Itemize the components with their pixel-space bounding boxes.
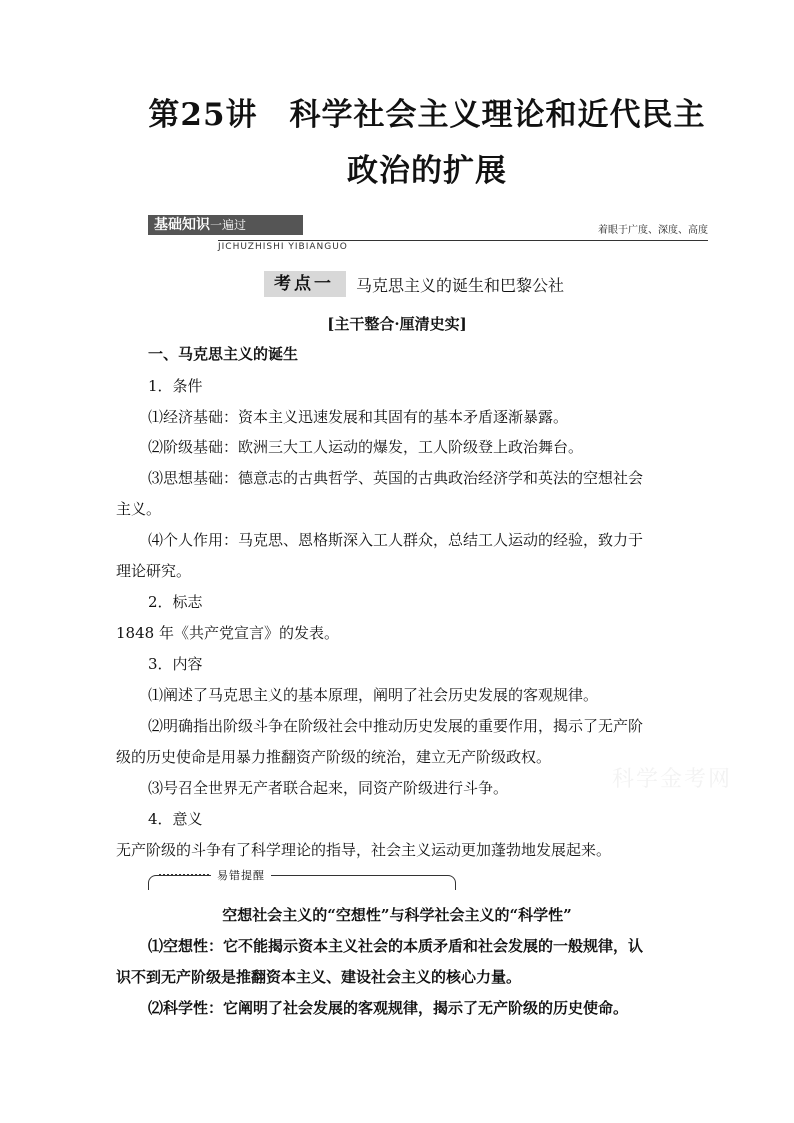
banner-main: 基础知识 bbox=[154, 217, 210, 233]
paragraph-continued: 级的历史使命是用暴力推翻资产阶级的统治，建立无产阶级政权。 bbox=[116, 748, 552, 766]
banner-divider bbox=[218, 240, 708, 241]
banner-sub: 一遍过 bbox=[210, 218, 247, 232]
tip-dots-left bbox=[159, 874, 209, 876]
heading-1: 一、马克思主义的诞生 bbox=[148, 345, 299, 363]
tip-paragraph: ⑵科学性：它阐明了社会发展的客观规律，揭示了无产阶级的历史使命。 bbox=[148, 999, 629, 1017]
paragraph: ⑷个人作用：马克思、恩格斯深入工人群众，总结工人运动的经验，致力于 bbox=[148, 531, 644, 549]
section-subheading: [主干整合·厘清史实] bbox=[327, 315, 467, 333]
subheading-conditions: 1．条件 bbox=[148, 377, 203, 395]
paragraph: ⑴阐述了马克思主义的基本原理，阐明了社会历史发展的客观规律。 bbox=[148, 686, 599, 704]
page-title-line-2: 政治的扩展 bbox=[347, 153, 507, 189]
kaodian-title: 马克思主义的诞生和巴黎公社 bbox=[356, 275, 565, 295]
paragraph: ⑵阶级基础：欧洲三大工人运动的爆发，工人阶级登上政治舞台。 bbox=[148, 438, 584, 456]
subheading-significance: 4．意义 bbox=[148, 810, 203, 828]
section-banner bbox=[148, 215, 708, 251]
subheading-marker: 2．标志 bbox=[148, 593, 203, 611]
page-title-line-1: 第25讲 科学社会主义理论和近代民主 bbox=[148, 97, 706, 133]
paragraph: 1848 年《共产党宣言》的发表。 bbox=[116, 624, 339, 642]
tip-label: 易错提醒 bbox=[211, 867, 271, 883]
subheading-content: 3．内容 bbox=[148, 655, 203, 673]
paragraph: ⑶号召全世界无产者联合起来，同资产阶级进行斗争。 bbox=[148, 779, 509, 797]
paragraph: ⑶思想基础：德意志的古典哲学、英国的古典政治经济学和英法的空想社会 bbox=[148, 469, 644, 487]
tip-frame bbox=[148, 869, 456, 890]
banner-pinyin: JICHUZHISHI YIBIANGUO bbox=[218, 242, 348, 252]
tip-paragraph-continued: 识不到无产阶级是推翻资本主义、建设社会主义的核心力量。 bbox=[116, 968, 522, 986]
tip-paragraph: ⑴空想性：它不能揭示资本主义社会的本质矛盾和社会发展的一般规律，认 bbox=[148, 937, 644, 955]
kaodian-tag: 考点一 bbox=[264, 271, 346, 297]
paragraph-continued: 理论研究。 bbox=[116, 562, 192, 580]
banner-right-note: 着眼于广度、深度、高度 bbox=[598, 225, 708, 236]
kaodian-heading bbox=[264, 271, 564, 297]
banner-label bbox=[148, 215, 303, 235]
paragraph: 无产阶级的斗争有了科学理论的指导，社会主义运动更加蓬勃地发展起来。 bbox=[116, 841, 612, 859]
paragraph: ⑴经济基础：资本主义迅速发展和其固有的基本矛盾逐渐暴露。 bbox=[148, 408, 569, 426]
tip-title: 空想社会主义的“空想性”与科学社会主义的“科学性” bbox=[222, 906, 572, 924]
paragraph-continued: 主义。 bbox=[116, 500, 162, 518]
watermark: 科学金考网 bbox=[612, 767, 733, 792]
paragraph: ⑵明确指出阶级斗争在阶级社会中推动历史发展的重要作用，揭示了无产阶 bbox=[148, 717, 644, 735]
